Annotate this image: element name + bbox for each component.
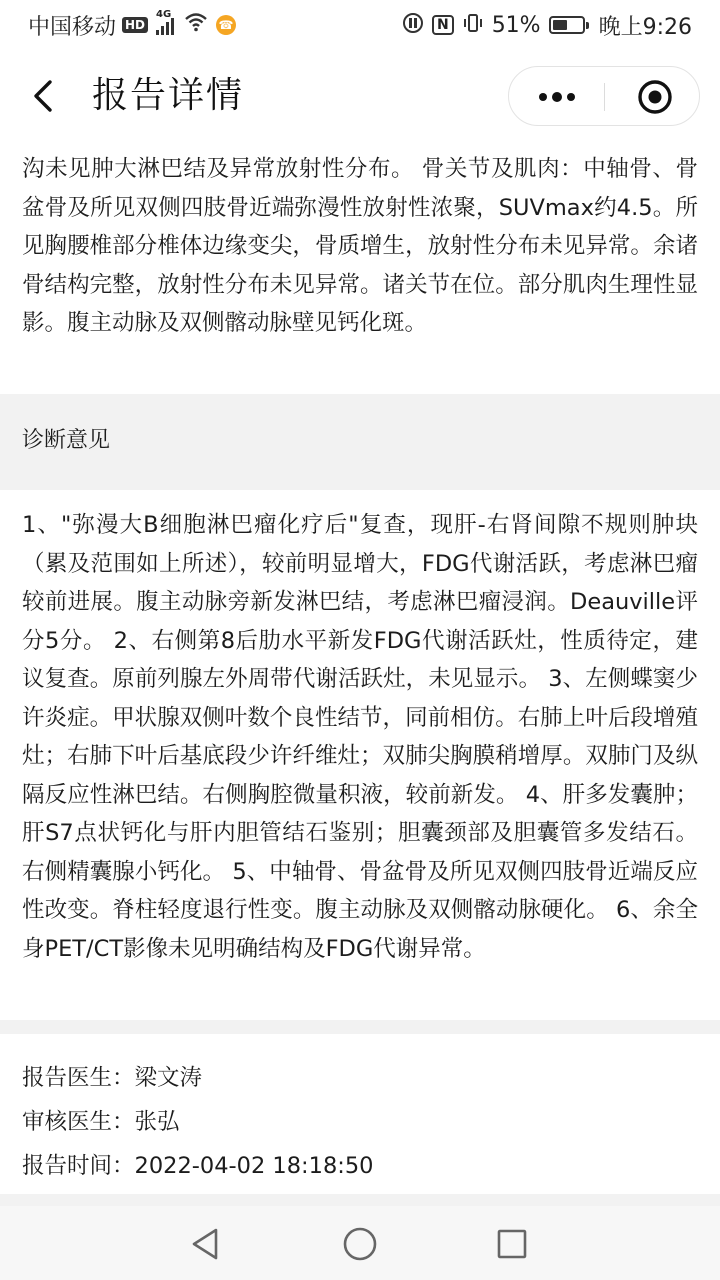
square-recent-icon (492, 1224, 532, 1264)
report-doctor-value: 梁文涛 (134, 1065, 203, 1091)
report-info-section (0, 1034, 720, 1194)
report-doctor-row (22, 1056, 698, 1100)
hd-badge: HD (122, 17, 148, 33)
target-circle-icon (637, 79, 673, 115)
nfc-icon: N (432, 15, 454, 35)
circle-home-icon (340, 1224, 380, 1264)
chevron-left-icon (28, 78, 64, 114)
battery-icon (549, 16, 585, 34)
reviewer-label: 审核医生： (22, 1109, 135, 1135)
app-notification-icon: ☎ (216, 15, 236, 35)
battery-fill (553, 20, 567, 30)
capsule-divider (604, 83, 605, 111)
findings-text: 沟未见肿大淋巴结及异常放射性分布。 骨关节及肌肉：中轴骨、骨盆骨及所见双侧四肢骨近端弥漫性放射性浓聚，SUVmax约4.5。所见胸腰椎部分椎体边缘变尖，骨质增生，放射性分布未见异常。余诸骨结构完整，放射性分布未见异常。诸关节在位。部分肌肉生理性显影。腹主动脉及双侧髂动脉壁见钙化斑。 (22, 156, 698, 336)
vibrate-icon (462, 12, 484, 39)
reviewer-row (22, 1100, 698, 1144)
diagnosis-text: 1、"弥漫大B细胞淋巴瘤化疗后"复查，现肝-右肾间隙不规则肿块（累及范围如上所述），较前明显增大，FDG代谢活跃，考虑淋巴瘤较前进展。腹主动脉旁新发淋巴结，考虑淋巴瘤浸润。Deauville评分5分。 2、右侧第8后肋水平新发FDG代谢活跃灶，性质待定，建议复查。原前列腺左外周带代谢活跃灶，未见显示。 3、左侧蝶窦少许炎症。甲状腺双侧叶数个良性结节，同前相仿。右肺上叶后段增殖灶；右肺下叶后基底段少许纤维灶；双肺尖胸膜稍增厚。双肺门及纵隔反应性淋巴结。右侧胸腔微量积液，较前新发。 4、肝多发囊肿；肝S7点状钙化与肝内胆管结石鉴别；胆囊颈部及胆囊管多发结石。右侧精囊腺小钙化。 5、中轴骨、骨盆骨及所见双侧四肢骨近端反应性改变。脊柱轻度退行性变。腹主动脉及双侧髂动脉硬化。 6、余全身PET/CT影像未见明确结构及FDG代谢异常。 (22, 512, 698, 962)
more-button[interactable] (537, 87, 577, 107)
findings-section (0, 142, 720, 394)
status-right (402, 10, 692, 40)
triangle-back-icon (186, 1224, 226, 1264)
more-dots-icon (537, 87, 577, 107)
data-saver-icon (402, 12, 424, 39)
system-nav-bar (0, 1206, 720, 1280)
status-bar (0, 0, 720, 50)
diagnosis-section (0, 490, 720, 1020)
report-time-label: 报告时间： (22, 1153, 135, 1179)
system-back-button[interactable] (186, 1224, 226, 1264)
reviewer-value: 张弘 (134, 1109, 180, 1135)
nav-bar (0, 50, 720, 142)
page-title: 报告详情 (92, 75, 245, 116)
signal-icon (156, 9, 174, 35)
system-recent-button[interactable] (492, 1224, 532, 1264)
clock: 晚上9:26 (598, 14, 692, 40)
mini-program-capsule (508, 66, 700, 126)
carrier-label: 中国移动 (28, 14, 117, 40)
report-doctor-label: 报告医生： (22, 1065, 135, 1091)
network-type-label: 4G (156, 9, 172, 20)
report-time-value: 2022-04-02 18:18:50 (134, 1153, 374, 1179)
back-button[interactable] (28, 78, 64, 114)
battery-percent: 51% (491, 12, 541, 38)
wifi-icon (184, 12, 208, 38)
diagnosis-header: 诊断意见 (22, 428, 111, 453)
status-left (28, 10, 236, 40)
report-time-row (22, 1144, 698, 1188)
close-mini-program-button[interactable] (637, 79, 673, 115)
system-home-button[interactable] (340, 1224, 380, 1264)
